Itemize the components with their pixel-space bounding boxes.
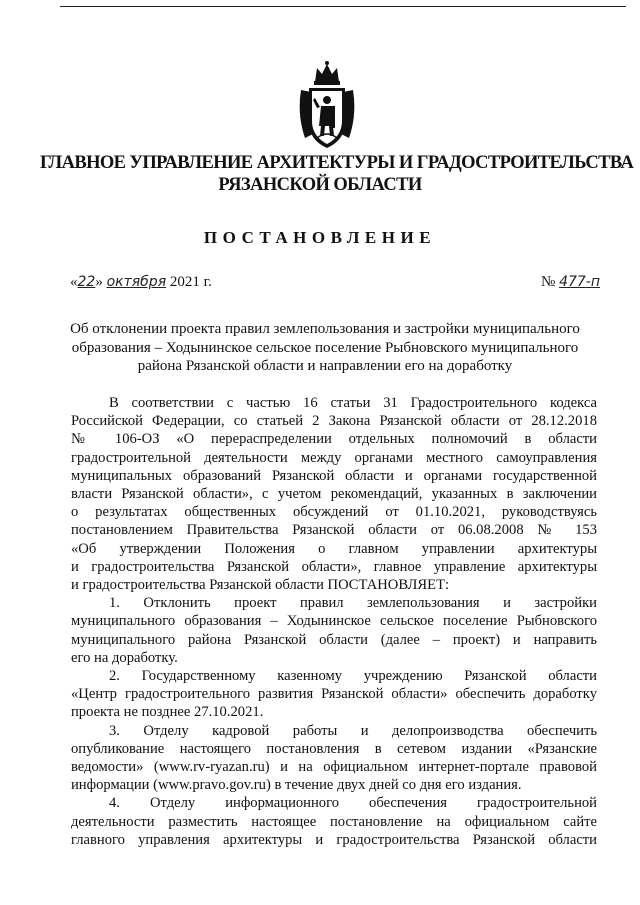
body-line: муниципальных образований Рязанской области и органами государственной bbox=[71, 467, 597, 484]
subject-line: района Рязанской области и направлении его на доработку bbox=[137, 358, 513, 374]
date-close-quote: » bbox=[95, 274, 103, 290]
body-line: 1. Отклонить проект правил землепользования и застройки bbox=[109, 595, 597, 612]
body-line: 4. Отделу информационного обеспечения градостроительной bbox=[109, 795, 597, 812]
body-line: муниципального образования – Ходынинское сельское поселение Рыбновского bbox=[71, 613, 597, 630]
body-line: власти Рязанской области», с учетом рекомендаций, указанных в заключении bbox=[71, 486, 597, 503]
body-line: опубликование настоящего постановления в сетевом издании «Рязанские bbox=[71, 740, 597, 757]
ryazan-coat-of-arms-emblem bbox=[295, 60, 359, 156]
body-line: 2. Государственному казенному учреждению Рязанской области bbox=[109, 668, 597, 685]
body-line: проекта не позднее 27.10.2021. bbox=[71, 704, 264, 721]
body-line: Российской Федерации, со статьей 2 Закона Рязанской области от 28.12.2018 bbox=[71, 413, 597, 430]
document-number bbox=[541, 274, 600, 291]
subject-line: образования – Ходынинское сельское поселение Рыбновского муниципального bbox=[71, 339, 579, 356]
body-line: ведомости» (www.rv-ryazan.ru) и на официальном интернет-портале правовой bbox=[71, 759, 597, 776]
body-line: муниципального района Рязанской области (далее – проект) и направить bbox=[71, 631, 597, 648]
body-line: В соответствии с частью 16 статьи 31 Градостроительного кодекса bbox=[109, 395, 597, 411]
document-subject bbox=[60, 320, 590, 376]
body-line: № 106-ОЗ «О перераспределении отдельных полномочий в области bbox=[71, 431, 597, 448]
body-line: информации (www.pravo.gov.ru) в течение двух дней со дня его издания. bbox=[71, 777, 522, 794]
body-line: деятельности разместить настоящее постановление на официальном сайте bbox=[71, 813, 597, 830]
body-line: «Об утверждении Положения о главном управлении архитектуры bbox=[71, 540, 597, 557]
body-line: и градостроительства Рязанской области», главное управление архитектуры bbox=[71, 558, 597, 575]
document-type-title: ПОСТАНОВЛЕНИЕ bbox=[203, 228, 437, 247]
body-line: градостроительной деятельности между органами местного самоуправления bbox=[71, 449, 597, 466]
date-month-handwritten: октября bbox=[106, 274, 167, 290]
document-body bbox=[71, 394, 597, 849]
body-line: постановлением Правительства Рязанской области от 06.08.2008 № 153 bbox=[71, 522, 597, 539]
date-day-handwritten: 22 bbox=[77, 274, 96, 290]
organization-name-line1: ГЛАВНОЕ УПРАВЛЕНИЕ АРХИТЕКТУРЫ И ГРАДОСТРОИТЕЛЬСТВА bbox=[40, 153, 634, 173]
body-line: 3. Отделу кадровой работы и делопроизводства обеспечить bbox=[109, 722, 597, 739]
number-prefix: № bbox=[541, 274, 556, 290]
number-value-handwritten: 477-п bbox=[559, 274, 600, 290]
date-year: 2021 г. bbox=[169, 274, 212, 290]
organization-name-line2: РЯЗАНСКОЙ ОБЛАСТИ bbox=[218, 175, 422, 195]
body-line: «Центр градостроительного развития Рязанской области» обеспечить доработку bbox=[71, 686, 597, 703]
organization-name bbox=[40, 152, 634, 196]
subject-line: Об отклонении проекта правил землепользования и застройки муниципального bbox=[70, 321, 580, 337]
body-line: главного управления архитектуры и градостроительства Рязанской области bbox=[71, 831, 597, 848]
body-line: его на доработку. bbox=[71, 649, 178, 666]
date-open-quote: « bbox=[70, 274, 78, 290]
body-line: и градостроительства Рязанской области ПОСТАНОВЛЯЕТ: bbox=[71, 577, 450, 594]
document-date bbox=[70, 274, 212, 291]
body-line: о результатах общественных обсуждений от 01.10.2021, руководствуясь bbox=[71, 504, 597, 521]
top-rule bbox=[60, 6, 626, 7]
